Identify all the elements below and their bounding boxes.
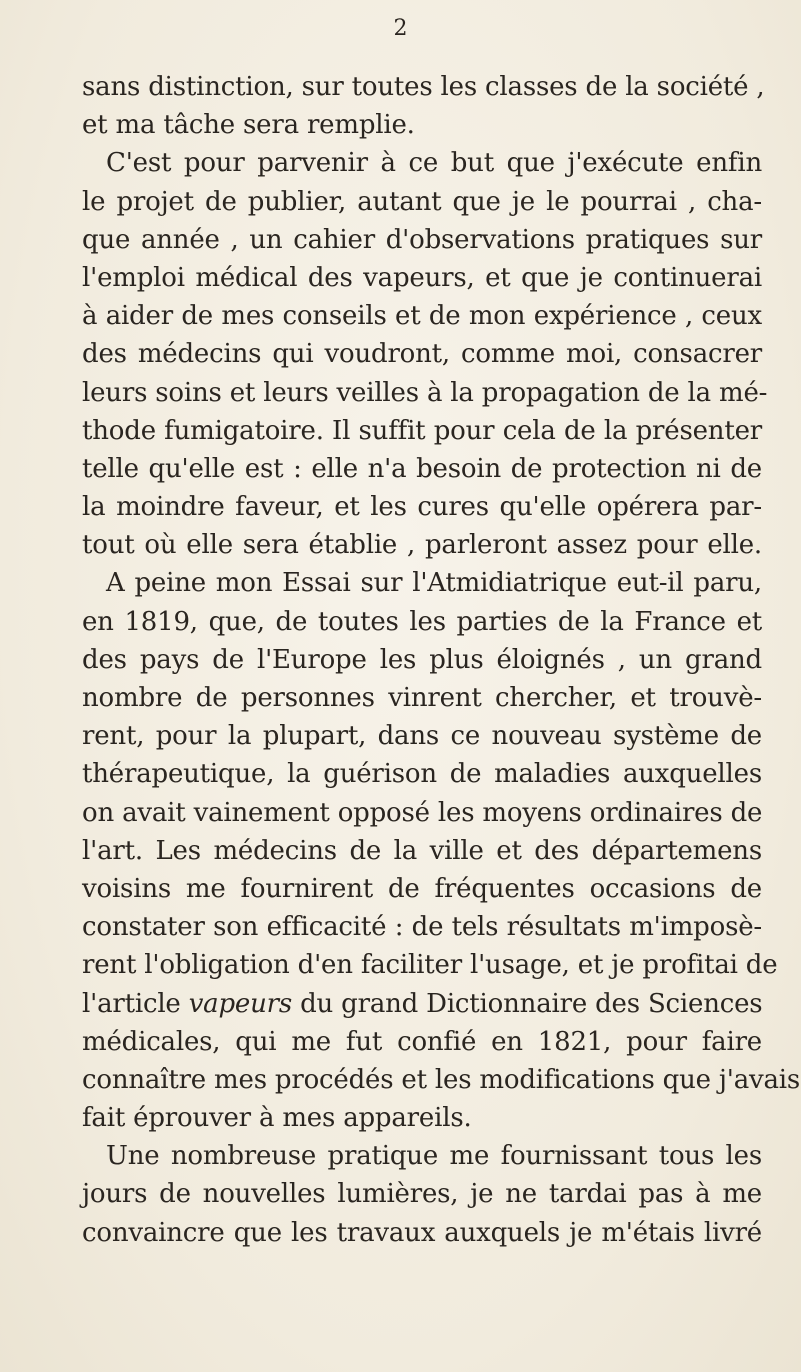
body-text	[82, 68, 801, 1252]
text-line: jours de nouvelles lumières, je ne tardai pas à me	[82, 1179, 762, 1210]
text-line: rent l'obligation d'en faciliter l'usage, et je profitai de	[82, 950, 778, 981]
text-line: et ma tâche sera remplie.	[82, 110, 415, 141]
text-line: nombre de personnes vinrent chercher, et trouvè-	[82, 683, 762, 713]
text-line: des pays de l'Europe les plus éloignés , un grand	[82, 644, 762, 675]
text-line: rent, pour la plupart, dans ce nouveau système de	[82, 721, 762, 752]
paragraph-start-line: Une nombreuse pratique me fournissant tous les	[106, 1141, 762, 1172]
text-line: des médecins qui voudront, comme moi, consacrer	[82, 339, 762, 370]
text-line: tout où elle sera établie , parleront assez pour elle.	[82, 530, 762, 561]
paragraph-start-line: A peine mon Essai sur l'Atmidiatrique eut-il paru,	[106, 568, 762, 599]
text-line: convaincre que les travaux auxquels je m'étais livré	[82, 1217, 762, 1248]
italic-term: vapeurs	[188, 988, 293, 1019]
text-line	[82, 985, 762, 1023]
text-line: leurs soins et leurs veilles à la propagation de la mé-	[82, 377, 768, 408]
text-line: thérapeutique, la guérison de maladies auxquelles	[82, 759, 762, 790]
page-number: 2	[393, 16, 408, 41]
text-line: médicales, qui me fut confié en 1821, pour faire	[82, 1026, 762, 1057]
text-line: fait éprouver à mes appareils.	[82, 1103, 472, 1134]
text-line: l'art. Les médecins de la ville et des départemens	[82, 835, 762, 866]
text-line: connaître mes procédés et les modifications que j'avais	[82, 1064, 801, 1095]
text-line: l'emploi médical des vapeurs, et que je continuerai	[82, 262, 762, 293]
text-line: constater son efficacité : de tels résultats m'imposè-	[82, 912, 762, 943]
line-segment: du grand Dictionnaire des Sciences	[292, 988, 763, 1019]
text-line: le projet de publier, autant que je le pourrai , cha-	[82, 186, 762, 217]
text-line: voisins me fournirent de fréquentes occasions de	[82, 873, 762, 904]
text-line: la moindre faveur, et les cures qu'elle opérera par-	[82, 492, 762, 523]
text-line: en 1819, que, de toutes les parties de la France et	[82, 606, 762, 637]
text-line: à aider de mes conseils et de mon expérience , ceux	[82, 301, 762, 332]
text-line: on avait vainement opposé les moyens ordinaires de	[82, 797, 763, 828]
text-line: telle qu'elle est : elle n'a besoin de protection ni de	[82, 453, 762, 484]
text-line: sans distinction, sur toutes les classes de la société ,	[82, 72, 765, 102]
text-line: que année , un cahier d'observations pratiques sur	[82, 224, 762, 255]
text-line: thode fumigatoire. Il suffit pour cela de la présenter	[82, 415, 762, 446]
line-segment: l'article	[82, 988, 189, 1019]
paragraph-start-line: C'est pour parvenir à ce but que j'exécute enfin	[106, 148, 762, 179]
